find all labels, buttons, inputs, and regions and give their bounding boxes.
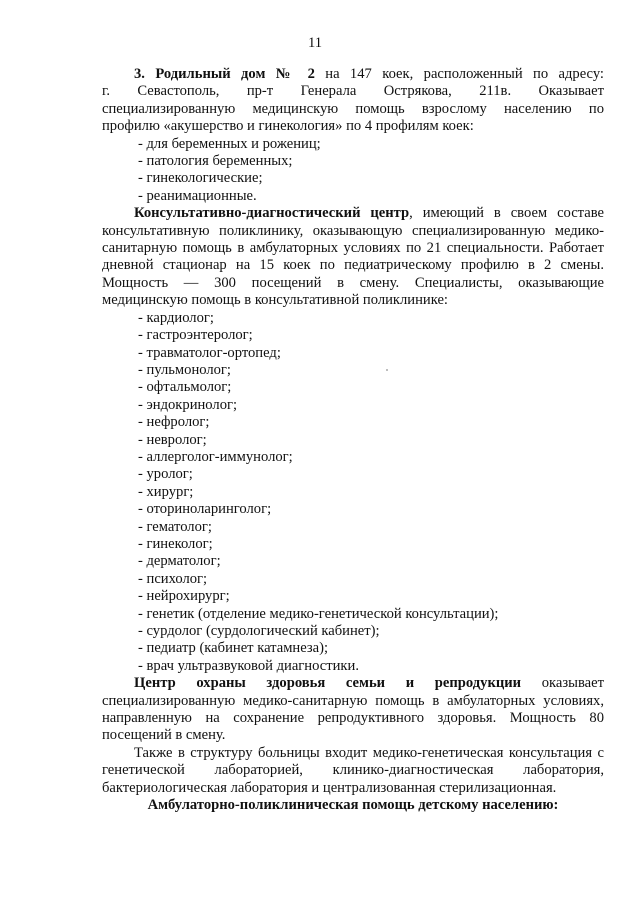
family-center-paragraph [102,675,604,745]
section-family-health-center [102,675,604,745]
list-item: - эндокринолог; [138,396,238,413]
list-item: - нейрохирург; [138,588,230,605]
list-item: - хирург; [138,483,194,500]
maternity-bed-profiles-list [102,136,604,206]
list-item: - генетик (отделение медико-генетической консультации); [138,605,499,622]
list-item: - невролог; [138,431,207,448]
list-item: - оториноларинголог; [138,501,272,518]
maternity-paragraph-line1 [102,66,604,83]
family-center-title: Центр охраны здоровья семьи и репродукции [134,675,522,692]
list-item: - врач ультразвуковой диагностики. [138,657,359,674]
list-item: - гастроэнтеролог; [138,327,253,344]
page-number: 11 [307,35,323,51]
list-item: - дерматолог; [138,553,221,570]
list-item: - психолог; [138,570,208,587]
document-body [102,66,604,814]
list-item: - кардиолог; [138,309,214,326]
list-item: - для беременных и рожениц; [138,135,321,152]
list-item: - пульмонолог; [138,361,231,378]
maternity-line1-rest: на 147 коек, расположенный по адресу: [314,66,604,82]
list-item: - гинеколог; [138,535,213,552]
list-item: - уролог; [138,466,193,483]
list-item: - педиатр (кабинет катамнеза); [138,640,329,657]
list-item: - патология беременных; [138,153,293,170]
maternity-paragraph-line2: г. Севастополь, пр-т Генерала Острякова, 211в. Оказывает [102,83,604,100]
consult-text: , имеющий в своем составе консультативную поликлинику, оказывающую специализированную медико-санитарную помощь в амбулаторных условиях по 21 специальности. Работает дневной стационар на 15 коек по педиатрическому профилю в 2 смены. Мощность — 300 посещений в смену. Специалисты, оказывающие медицинскую помощь в консультативной поликлинике: [102,205,604,309]
maternity-paragraph-line4: профилю «акушерство и гинекология» по 4 профилям коек: [102,118,474,135]
list-item: - офтальмолог; [138,379,232,396]
family-center-text: оказывает специализированную медико-санитарную помощь в амбулаторных условиях, направленную на сохранение репродуктивного здоровья. Мощность 80 посещений в смену. [102,675,604,744]
section-maternity-hospital [102,66,604,205]
list-item: - нефролог; [138,414,210,431]
list-item: - травматолог-ортопед; [138,344,281,361]
consult-paragraph [102,205,604,309]
scan-speck [386,369,388,371]
list-item: - аллерголог-иммунолог; [138,448,293,465]
list-item: - сурдолог (сурдологический кабинет); [138,623,380,639]
specialists-list [102,310,604,676]
section-hospital-structure [102,745,604,797]
maternity-title: 3. Родильный дом № 2 [134,66,315,82]
list-item: - гематолог; [138,518,212,535]
section-consultative-center [102,205,604,675]
structure-paragraph: Также в структуру больницы входит медико-генетическая консультация с генетической лабораторией, клинико-диагностическая лаборатория, бактериологическая лаборатория и централизованная стерилизационная. [102,744,604,796]
list-item: - реанимационные. [138,187,257,204]
maternity-paragraph-line3: специализированную медицинскую помощь взрослому населению по [102,100,604,117]
list-item: - гинекологические; [138,170,263,187]
consult-title: Консультативно-диагностический центр [134,205,410,222]
pediatric-care-heading: Амбулаторно-поликлиническая помощь детскому населению: [147,797,559,814]
